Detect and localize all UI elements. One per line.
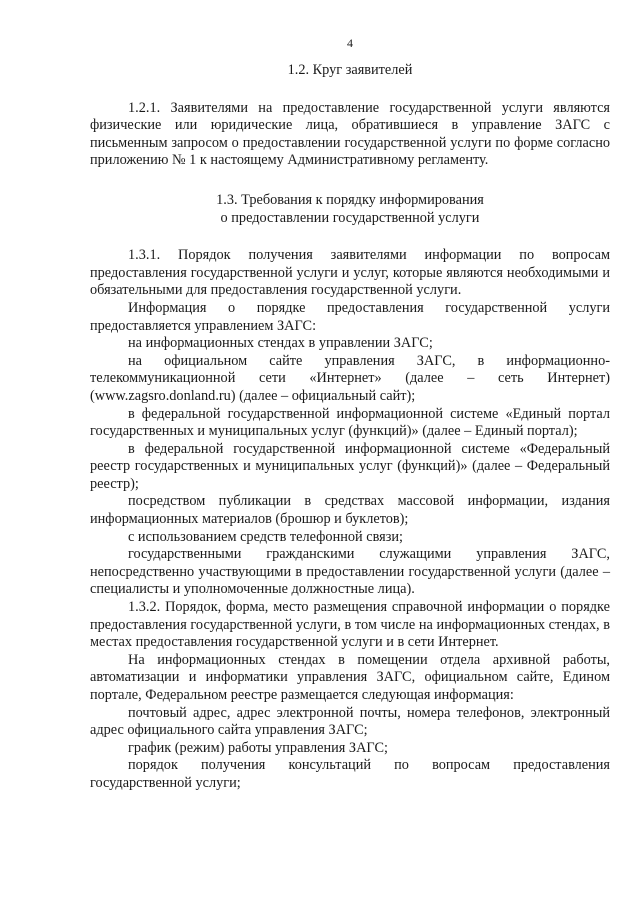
paragraph: в федеральной государственной информационной системе «Федеральный реестр государственных и муниципальных услуг (функций)» (далее – Федеральный реестр); <box>90 440 610 492</box>
paragraph: на информационных стендах в управлении ЗАГС; <box>128 335 433 352</box>
paragraph: 1.3.2. Порядок, форма, место размещения справочной информации о порядке предоставления государственной услуги, в том числе на информационных стендах, в местах предоставления государственной услуги и в сети Интернет. <box>90 599 610 651</box>
paragraph: посредством публикации в средствах массовой информации, издания информационных материалов (брошюр и буклетов); <box>90 493 610 528</box>
section-heading-1-3-line1: 1.3. Требования к порядку информирования <box>216 191 484 208</box>
section-heading-1-2: 1.2. Круг заявителей <box>287 62 413 78</box>
paragraph: 1.3.1. Порядок получения заявителями информации по вопросам предоставления государственной услуги и услуг, которые являются необходимыми и обязательными для предоставления государственной услуги. <box>90 247 610 299</box>
paragraph: график (режим) работы управления ЗАГС; <box>128 739 388 756</box>
paragraph: с использованием средств телефонной связи; <box>128 528 404 545</box>
document-page <box>90 36 610 793</box>
paragraph: Информация о порядке предоставления государственной услуги предоставляется управлением ЗАГС: <box>90 299 610 334</box>
page-number: 4 <box>347 36 353 50</box>
paragraph: На информационных стендах в помещении отдела архивной работы, автоматизации и информатики управления ЗАГС, официальном сайте, Едином портале, Федеральном реестре размещается следующая информация: <box>90 651 610 703</box>
paragraph-1-2-1: 1.2.1. Заявителями на предоставление государственной услуги являются физические или юридические лица, обратившиеся в управление ЗАГС с письменным запросом о предоставлении государственной услуги по форме согласно приложению № 1 к настоящему Административному регламенту. <box>90 99 610 169</box>
paragraph: на официальном сайте управления ЗАГС, в информационно-телекоммуникационной сети «Интернет» (далее – сеть Интернет) (www.zagsro.donland.ru) (далее – официальный сайт); <box>90 352 610 404</box>
paragraph: государственными гражданскими служащими управления ЗАГС, непосредственно участвующими в предоставлении государственной услуги (далее – специалисты и уполномоченные должностные лица). <box>90 546 610 598</box>
section-heading-1-3-line2: о предоставлении государственной услуги <box>220 209 480 226</box>
paragraph: в федеральной государственной информационной системе «Единый портал государственных и муниципальных услуг (функций)» (далее – Единый портал); <box>90 405 610 440</box>
paragraph: порядок получения консультаций по вопросам предоставления государственной услуги; <box>90 757 610 791</box>
paragraph: почтовый адрес, адрес электронной почты, номера телефонов, электронный адрес официального сайта управления ЗАГС; <box>90 704 610 739</box>
